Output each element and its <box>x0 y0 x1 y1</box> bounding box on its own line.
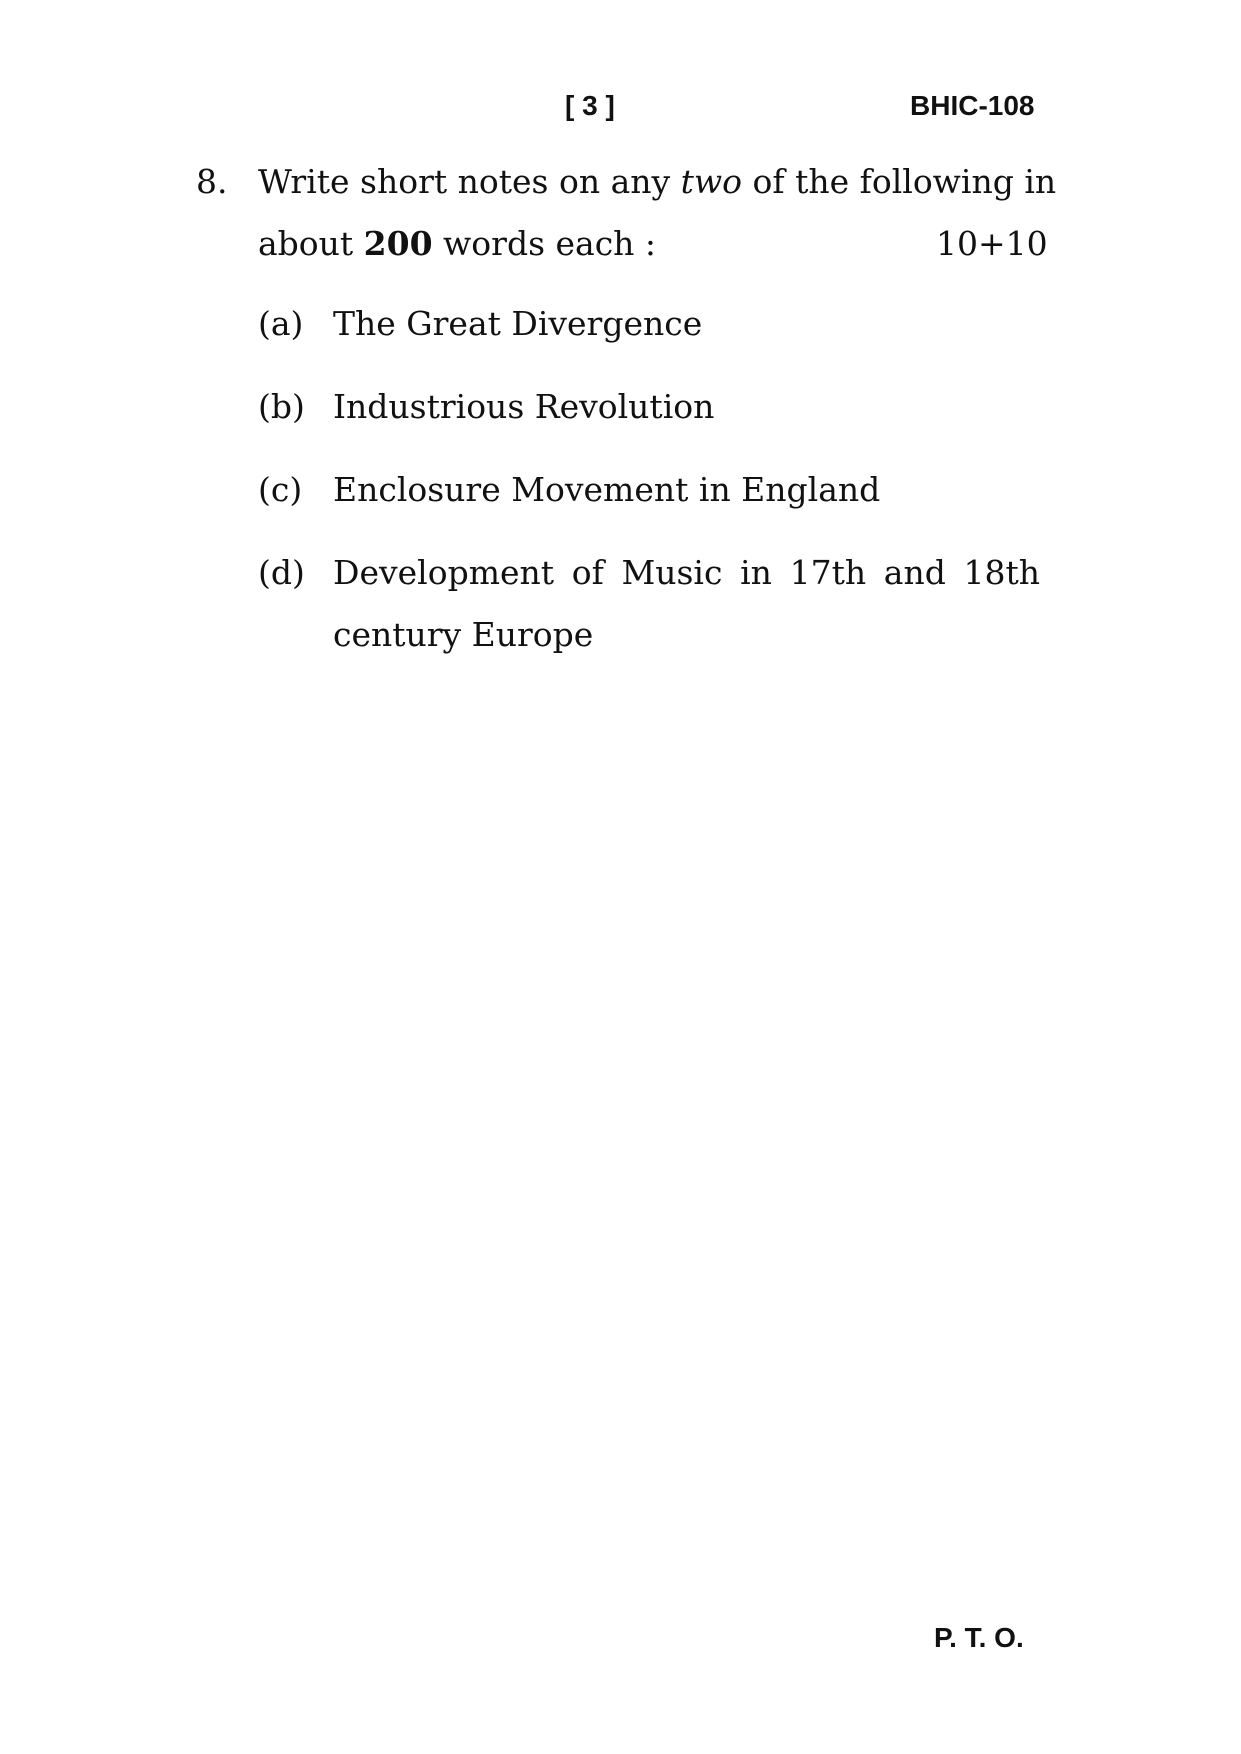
option-text-c: Enclosure Movement in England <box>333 470 881 509</box>
page-number: [ 3 ] <box>565 90 615 121</box>
question-text-line1 <box>258 162 1057 201</box>
word-count: 200 <box>363 224 433 263</box>
question-marks: 10+10 <box>936 224 1048 263</box>
option-text-b: Industrious Revolution <box>333 387 715 426</box>
question-text-line2 <box>258 224 656 263</box>
option-label-c: (c) <box>258 470 303 509</box>
question-text-segment: about <box>258 224 364 263</box>
please-turn-over: P. T. O. <box>934 1622 1024 1653</box>
option-text-d-line1: Development of Music in 17th and 18th <box>333 553 1040 592</box>
course-code: BHIC-108 <box>910 90 1035 121</box>
question-text-segment: Write short notes on any <box>258 162 681 201</box>
question-emphasis: two <box>680 162 743 201</box>
option-label-b: (b) <box>258 387 305 426</box>
option-text-a: The Great Divergence <box>333 304 703 343</box>
option-label-a: (a) <box>258 304 304 343</box>
option-label-d: (d) <box>258 553 305 592</box>
question-text-segment: of the following in <box>742 162 1057 201</box>
question-text-segment: words each : <box>432 224 657 263</box>
option-text-d-line2: century Europe <box>333 615 594 654</box>
question-number: 8. <box>196 162 228 201</box>
